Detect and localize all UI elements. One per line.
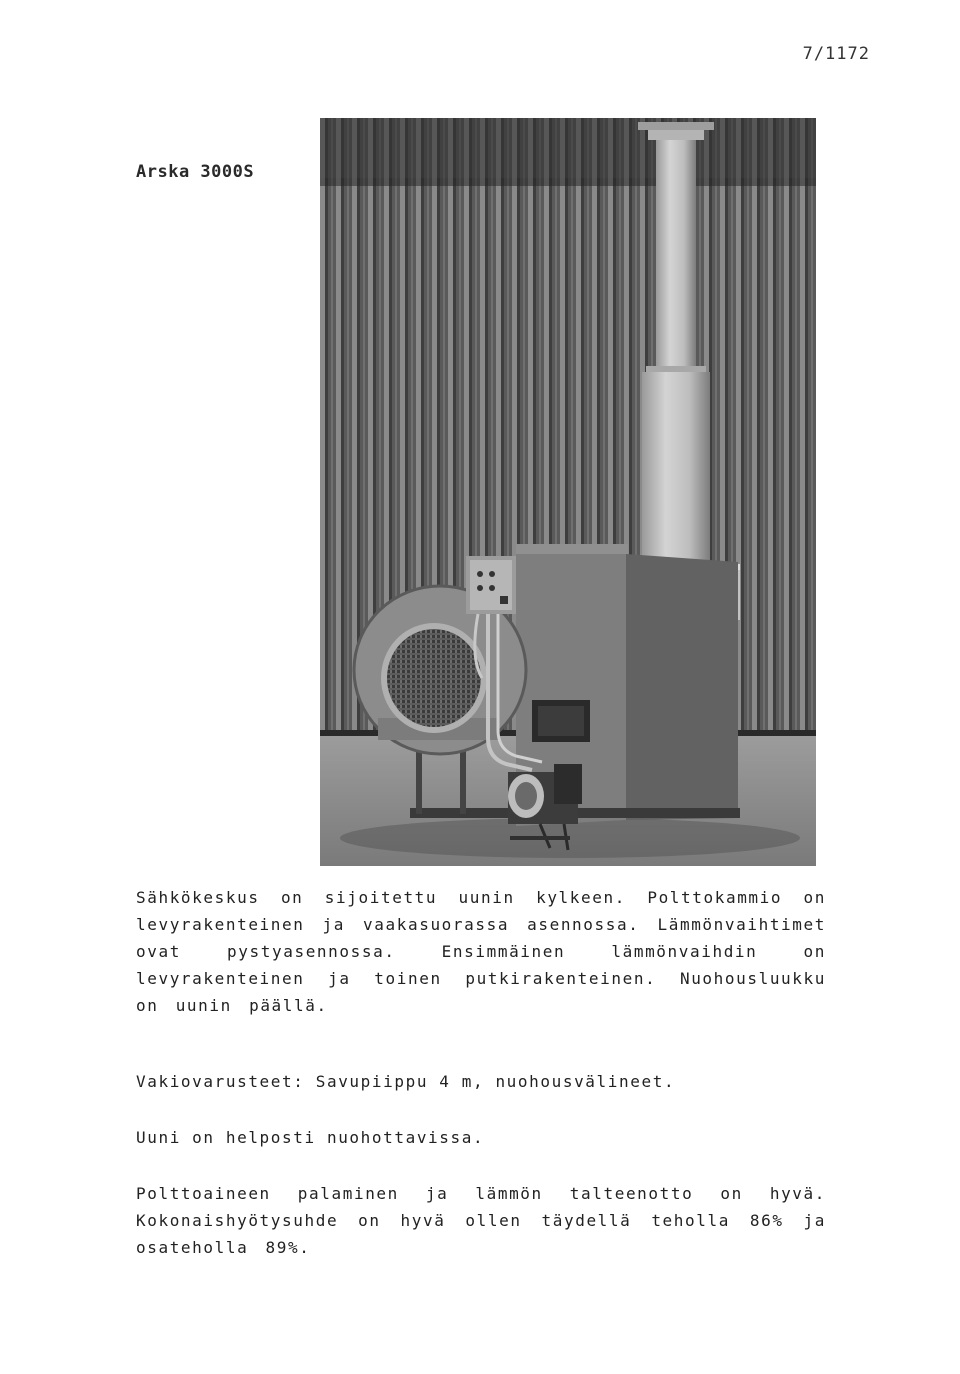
efficiency-paragraph: Polttoaineen palaminen ja lämmön talteenotto on hyvä. Kokonaishyötysuhde on hyvä ollen täydellä teholla 86% ja osateholla 89%. xyxy=(136,1184,826,1257)
description-paragraph: Sähkökeskus on sijoitettu uunin kylkeen. Polttokammio on levyrakenteinen ja vaakasuorassa asennossa. Lämmönvaihtimet ovat pystyasennossa. Ensimmäinen lämmönvaihdin on levyrakenteinen ja toinen putkirakenteinen. Nuohousluukku on uunin päällä. xyxy=(136,888,826,1015)
furnace-photo-graphic xyxy=(320,118,816,866)
product-title: Arska 3000S xyxy=(136,162,255,182)
maintenance-paragraph: Uuni on helposti nuohottavissa. xyxy=(136,1128,485,1147)
standard-equipment-paragraph: Vakiovarusteet: Savupiippu 4 m, nuohousvälineet. xyxy=(136,1072,676,1091)
product-photo xyxy=(320,118,816,866)
page-number: 7/1172 xyxy=(802,44,870,64)
